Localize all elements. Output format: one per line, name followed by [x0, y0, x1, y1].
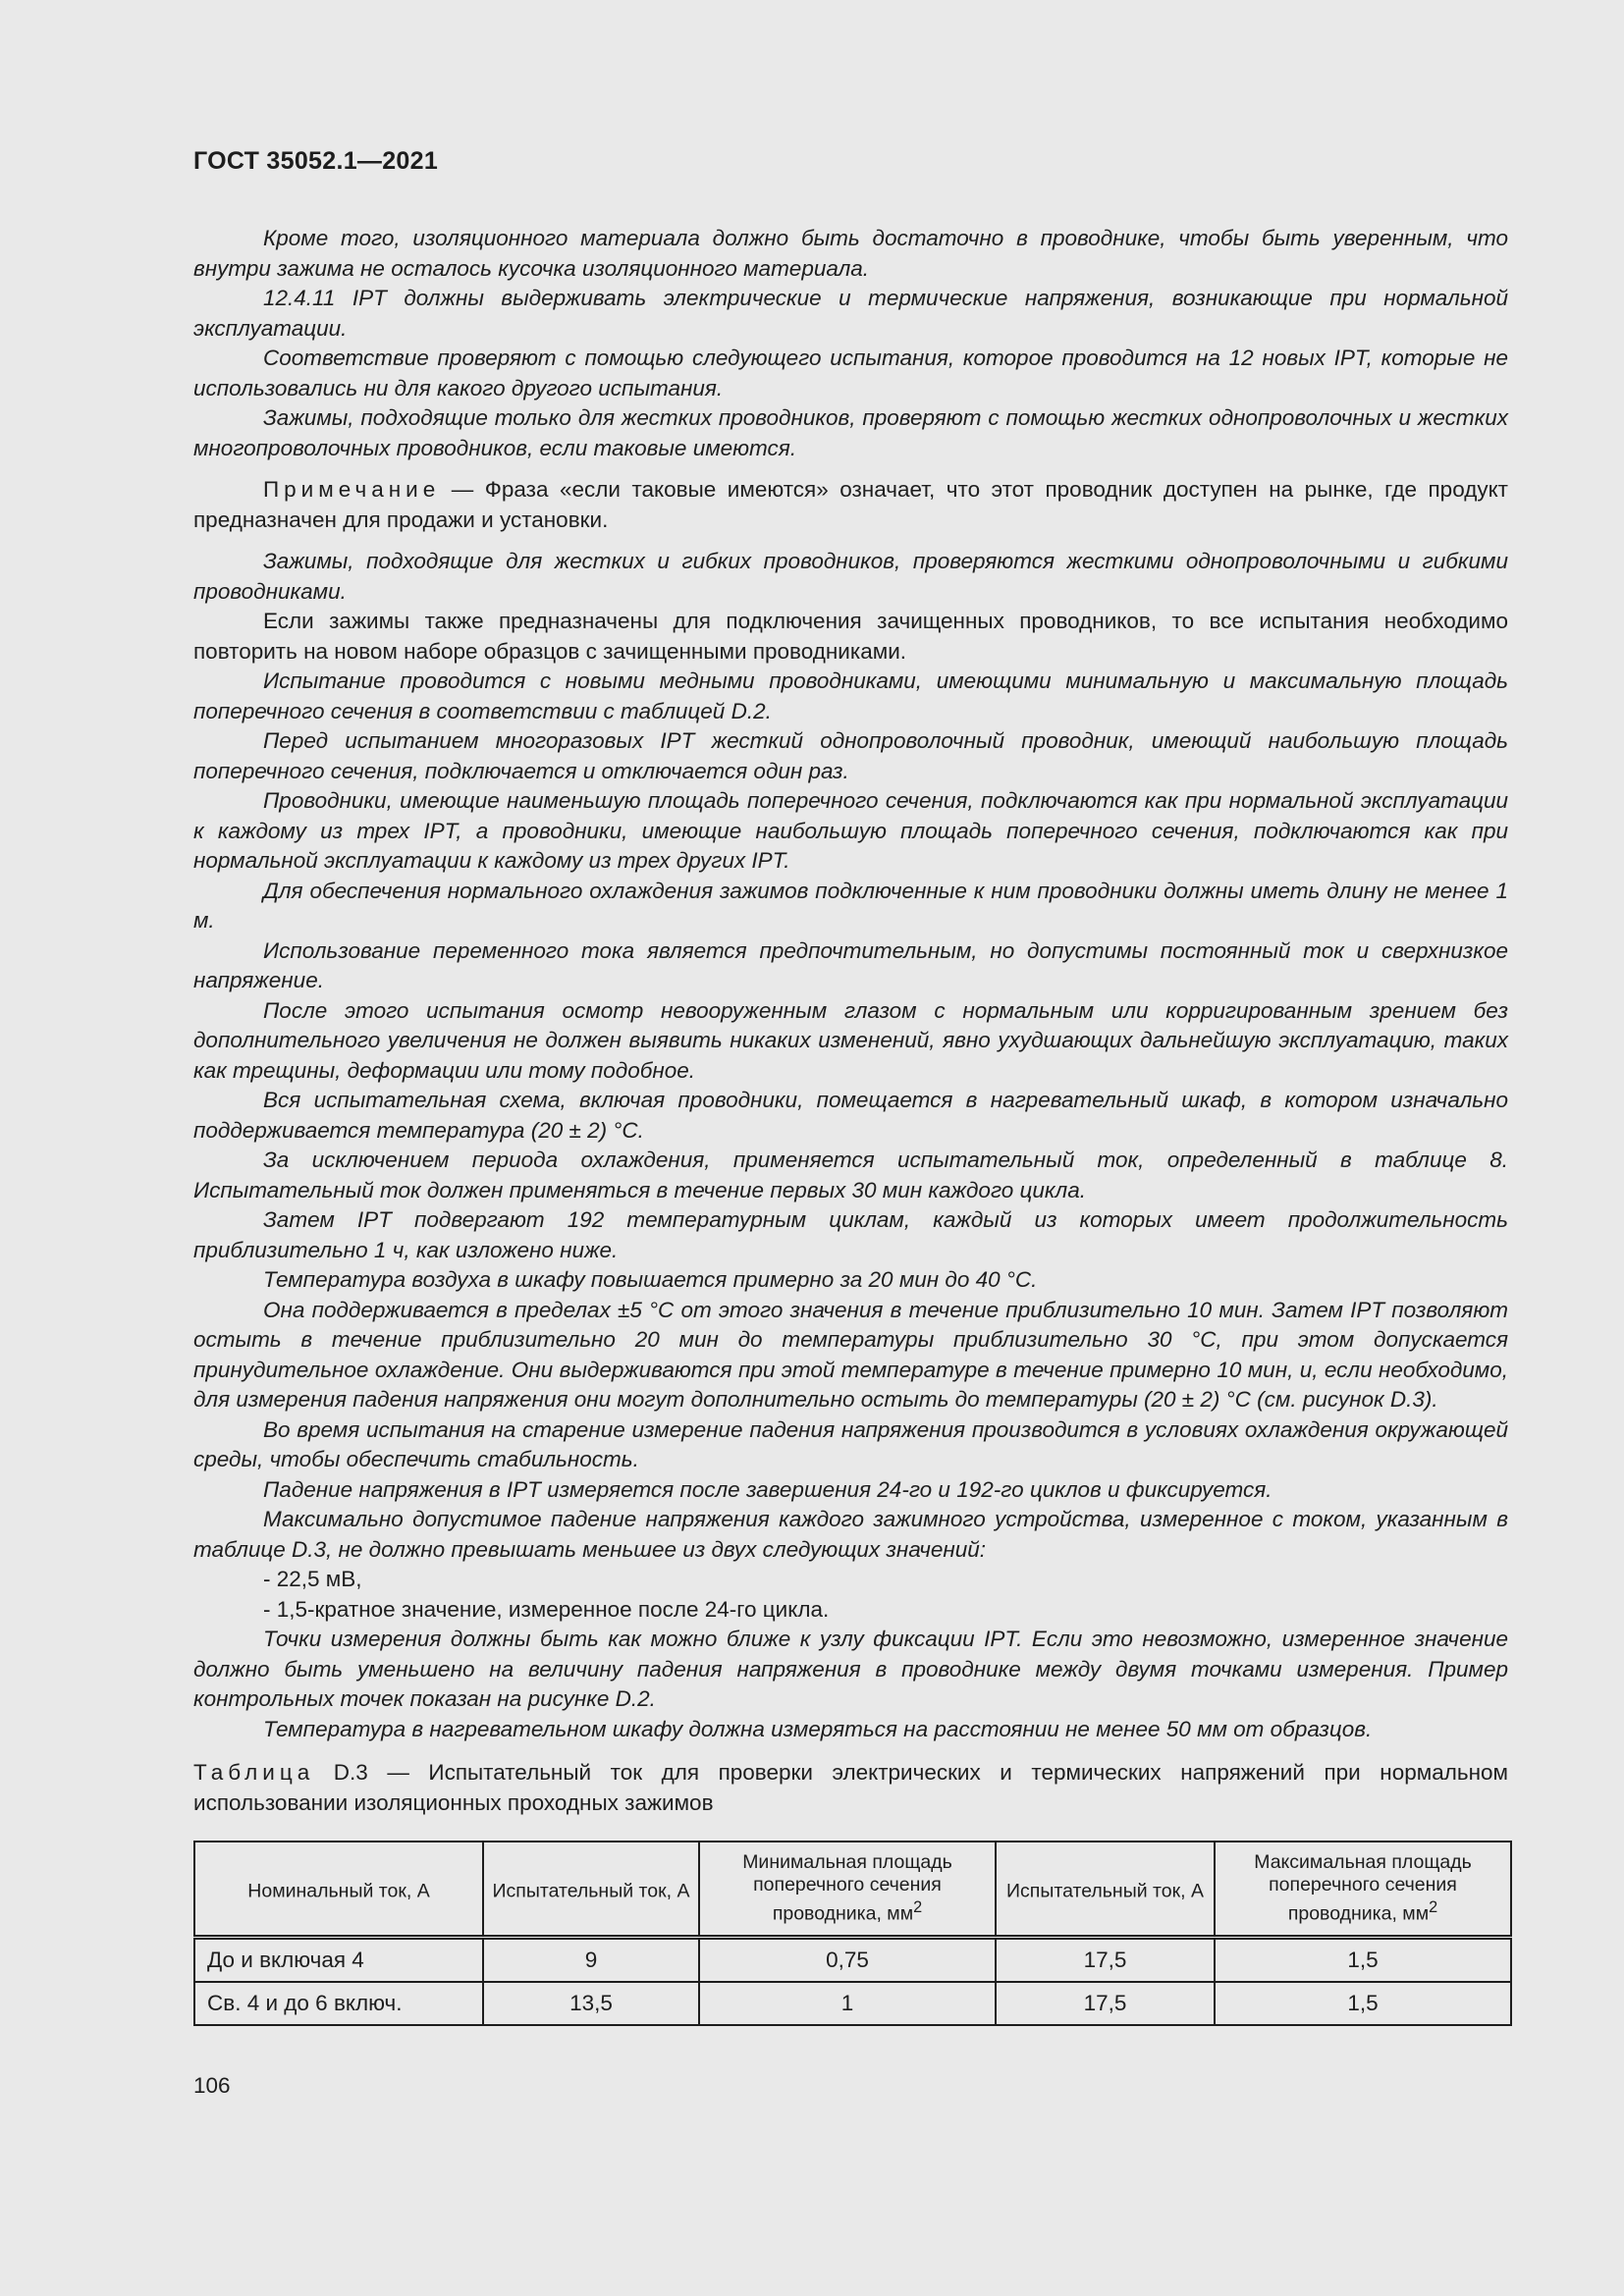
- paragraph: За исключением периода охлаждения, применяется испытательный ток, определенный в таблице 8. Испытательный ток должен применяться в течение первых 30 мин каждого цикла.: [193, 1148, 1508, 1202]
- list-item: - 1,5-кратное значение, измеренное после 24-го цикла.: [263, 1596, 830, 1622]
- table-row: [194, 1937, 1511, 1982]
- paragraph: 12.4.11 IPT должны выдерживать электрические и термические напряжения, возникающие при нормальной эксплуатации.: [193, 286, 1508, 341]
- note: [193, 475, 1508, 535]
- document-header: ГОСТ 35052.1—2021: [193, 147, 439, 175]
- paragraph: Кроме того, изоляционного материала должно быть достаточно в проводнике, чтобы быть уверенным, что внутри зажима не осталось кусочка изоляционного материала.: [193, 226, 1508, 281]
- table-cell: 1: [699, 1982, 996, 2025]
- paragraph: Вся испытательная схема, включая проводники, помещается в нагревательный шкаф, в котором изначально поддерживается температура (20 ± 2) °С.: [193, 1088, 1508, 1143]
- paragraph: Испытание проводится с новыми медными проводниками, имеющими минимальную и максимальную площадь поперечного сечения в соответствии с таблицей D.2.: [193, 668, 1508, 723]
- paragraph: Перед испытанием многоразовых IPT жесткий однопроволочный проводник, имеющий наибольшую площадь поперечного сечения, подключается и отключается один раз.: [193, 728, 1508, 783]
- table-cell: 17,5: [996, 1937, 1215, 1982]
- paragraph: Если зажимы также предназначены для подключения зачищенных проводников, то все испытания необходимо повторить на новом наборе образцов с зачищенными проводниками.: [193, 609, 1508, 664]
- table-row: [194, 1982, 1511, 2025]
- paragraph: После этого испытания осмотр невооруженным глазом с нормальным или корригированным зрением без дополнительного увеличения не должен выявить никаких изменений, явно ухудшающих дальнейшую эксплуатацию, таких как трещины, деформации или тому подобное.: [193, 997, 1508, 1083]
- paragraph: Во время испытания на старение измерение падения напряжения производится в условиях охлаждения окружающей среды, чтобы обеспечить стабильность.: [193, 1416, 1508, 1471]
- data-table: [193, 1841, 1512, 2026]
- column-header: Испытательный ток, А: [483, 1842, 699, 1938]
- column-header: Испытательный ток, А: [996, 1842, 1215, 1938]
- table-cell: 0,75: [699, 1937, 996, 1982]
- note-text: — Фраза «если таковые имеются» означает, что этот проводник доступен на рынке, где продукт предназначен для продажи и установки.: [193, 477, 1508, 532]
- paragraph: Использование переменного тока является предпочтительным, но допустимы постоянный ток и сверхнизкое напряжение.: [193, 937, 1508, 992]
- list-item: - 22,5 мВ,: [263, 1567, 362, 1591]
- column-header: Минимальная площадь поперечного сечения проводника, $мм^2$: [699, 1842, 996, 1938]
- note-label: Примечание: [263, 477, 441, 502]
- page-number: 106: [193, 2073, 231, 2098]
- table-header-row: [194, 1842, 1511, 1938]
- table-cell: 9: [483, 1937, 699, 1982]
- table-cell: 1,5: [1215, 1937, 1511, 1982]
- paragraph: Падение напряжения в IPT измеряется после завершения 24-го и 192-го циклов и фиксируется.: [263, 1476, 1272, 1502]
- paragraph: Зажимы, подходящие для жестких и гибких проводников, проверяются жесткими однопроволочными и гибкими проводниками.: [193, 549, 1508, 604]
- paragraph: Температура в нагревательном шкафу должна измеряться на расстоянии не менее 50 мм от образцов.: [263, 1716, 1373, 1741]
- paragraph: Для обеспечения нормального охлаждения зажимов подключенные к ним проводники должны иметь длину не менее 1 м.: [193, 878, 1508, 933]
- paragraph: Соответствие проверяют с помощью следующего испытания, которое проводится на 12 новых IPT, которые не использовались ни для какого другого испытания.: [193, 346, 1508, 400]
- paragraph: Максимально допустимое падение напряжения каждого зажимного устройства, измеренное с током, указанным в таблице D.3, не должно превышать меньшее из двух следующих значений:: [193, 1507, 1508, 1562]
- paragraph: Проводники, имеющие наименьшую площадь поперечного сечения, подключаются как при нормальной эксплуатации к каждому из трех IPT, а проводники, имеющие наибольшую площадь поперечного сечения, подключаются как при нормальной эксплуатации к каждому из трех других IPT.: [193, 788, 1508, 873]
- table-cell: 17,5: [996, 1982, 1215, 2025]
- table-caption-label: Таблица: [193, 1760, 315, 1785]
- table-caption: [193, 1758, 1508, 1818]
- paragraph: Она поддерживается в пределах ±5 °С от этого значения в течение приблизительно 10 мин. Затем IPT позволяют остыть в течение приблизительно 20 мин до температуры приблизительно 30 °С, при этом допускается принудительное охлаждение. Они выдерживаются при этой температуре в течение примерно 10 мин, и, если необходимо, для измерения падения напряжения они могут дополнительно остыть до температуры (20 ± 2) °С (см. рисунок D.3).: [193, 1297, 1508, 1412]
- paragraph: Точки измерения должны быть как можно ближе к узлу фиксации IPT. Если это невозможно, измеренное значение должно быть уменьшено на величину падения напряжения в проводнике между двумя точками измерения. Пример контрольных точек показан на рисунке D.2.: [193, 1627, 1508, 1711]
- table-cell: 13,5: [483, 1982, 699, 2025]
- paragraph: Температура воздуха в шкафу повышается примерно за 20 мин до 40 °С.: [263, 1267, 1038, 1292]
- paragraph: Зажимы, подходящие только для жестких проводников, проверяют с помощью жестких однопроволочных и жестких многопроволочных проводников, если таковые имеются.: [193, 405, 1508, 460]
- table-cell: До и включая 4: [194, 1937, 483, 1982]
- column-header: Максимальная площадь поперечного сечения проводника, $мм^2$: [1215, 1842, 1511, 1938]
- column-header: Номинальный ток, А: [194, 1842, 483, 1938]
- table-cell: 1,5: [1215, 1982, 1511, 2025]
- paragraph: Затем IPT подвергают 192 температурным циклам, каждый из которых имеет продолжительность приблизительно 1 ч, как изложено ниже.: [193, 1207, 1508, 1262]
- document-body: [193, 224, 1508, 2026]
- table-cell: Св. 4 и до 6 включ.: [194, 1982, 483, 2025]
- table-caption-text: D.3 — Испытательный ток для проверки электрических и термических напряжений при нормальном использовании изоляционных проходных зажимов: [193, 1760, 1508, 1815]
